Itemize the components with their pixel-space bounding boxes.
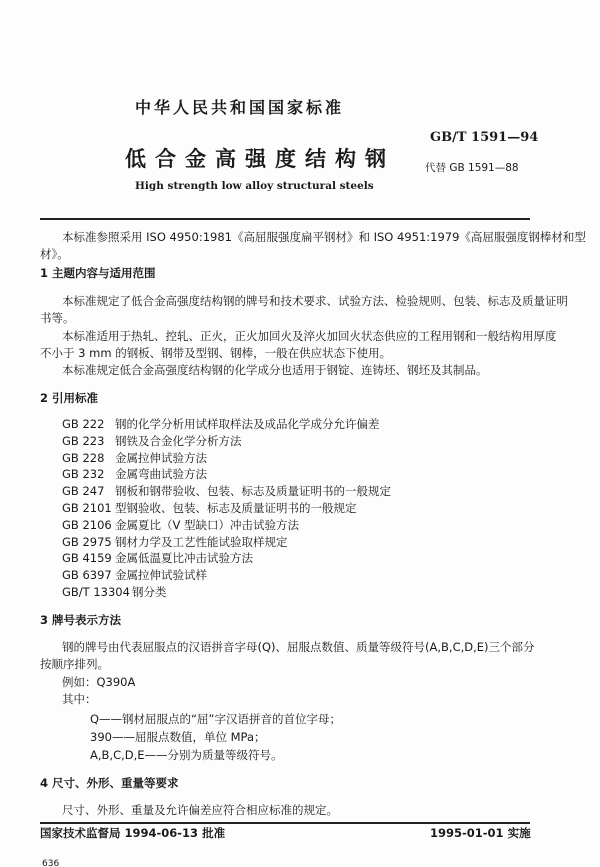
section-4-heading: 4 尺寸、外形、重量等要求 bbox=[40, 776, 179, 790]
reference-title: 型钢验收、包装、标志及质量证明书的一般规定 bbox=[115, 501, 357, 515]
reference-title: 金属弯曲试验方法 bbox=[115, 467, 207, 482]
reference-title: 金属拉伸试验方法 bbox=[115, 450, 207, 465]
footer-rule bbox=[40, 822, 530, 824]
paragraph-line: 本标准规定低合金高强度结构钢的化学成分也适用于钢锭、连铸坯、钢坯及其制品。 bbox=[62, 363, 488, 377]
issuing-org: 中华人民共和国国家标准 bbox=[135, 98, 345, 117]
reference-code: GB 6397 bbox=[62, 568, 112, 583]
paragraph-line: 按顺序排列。 bbox=[40, 657, 109, 671]
example-line: 例如：Q390A bbox=[62, 675, 136, 689]
document-title: 低合金高强度结构钢 bbox=[125, 147, 395, 171]
section-2-heading: 2 引用标准 bbox=[40, 391, 99, 405]
definition-line: 390——屈服点数值，单位 MPa； bbox=[90, 730, 266, 744]
header-rule bbox=[40, 218, 530, 220]
effective-date: 1995-01-01 实施 bbox=[430, 826, 531, 840]
reference-code: GB 228 bbox=[62, 450, 105, 465]
reference-title: 钢分类 bbox=[132, 585, 167, 599]
paragraph-line: 本标准适用于热轧、控轧、正火，正火加回火及淬火加回火状态供应的工程用钢和一般结构用厚度 bbox=[62, 329, 557, 343]
reference-title: 金属低温夏比冲击试验方法 bbox=[115, 551, 253, 566]
page-number: 636 bbox=[42, 859, 60, 867]
reference-title: 钢铁及合金化学分析方法 bbox=[115, 433, 242, 448]
reference-code: GB 4159 bbox=[62, 551, 112, 566]
reference-title: 钢的化学分析用试样取样法及成品化学成分允许偏差 bbox=[115, 417, 380, 431]
reference-code: GB 2975 bbox=[62, 534, 112, 549]
reference-code: GB 2106 bbox=[62, 517, 112, 532]
paragraph-line: 本标准规定了低合金高强度结构钢的牌号和技术要求、试验方法、检验规则、包装、标志及质量证明 bbox=[62, 294, 568, 308]
paragraph-line: 钢的牌号由代表屈服点的汉语拼音字母(Q)、屈服点数值、质量等级符号(A,B,C,D,E)三个部分 bbox=[62, 640, 535, 654]
reference-title: 钢材力学及工艺性能试验取样规定 bbox=[115, 534, 288, 549]
reference-code: GB/T 13304 bbox=[62, 585, 130, 599]
paragraph-line: 其中： bbox=[62, 692, 97, 706]
reference-code: GB 222 bbox=[62, 417, 105, 431]
reference-code: GB 232 bbox=[62, 467, 105, 482]
english-title: High strength low alloy structural steels bbox=[135, 180, 374, 192]
reference-title: 钢板和钢带验收、包装、标志及质量证明书的一般规定 bbox=[115, 484, 391, 499]
section-1-heading: 1 主题内容与适用范围 bbox=[40, 266, 156, 280]
definition-line: Q——钢材屈服点的“屈”字汉语拼音的首位字母； bbox=[90, 712, 341, 726]
replaces-code: 代替 GB 1591—88 bbox=[425, 162, 519, 174]
definition-line: A,B,C,D,E——分别为质量等级符号。 bbox=[90, 748, 283, 762]
issued-date: 国家技术监督局 1994-06-13 批准 bbox=[40, 826, 226, 840]
standard-code: GB/T 1591—94 bbox=[430, 130, 539, 145]
intro-line: 材》。 bbox=[40, 247, 69, 261]
paragraph-line: 书等。 bbox=[40, 311, 75, 325]
paragraph-line: 尺寸、外形、重量及允许偏差应符合相应标准的规定。 bbox=[62, 803, 338, 817]
reference-code: GB 247 bbox=[62, 484, 105, 499]
paragraph-line: 不小于 3 mm 的钢板、钢带及型钢、钢棒，一般在供应状态下使用。 bbox=[40, 346, 392, 360]
reference-title: 金属拉伸试验试样 bbox=[115, 568, 207, 583]
reference-code: GB 223 bbox=[62, 433, 105, 448]
reference-code: GB 2101 bbox=[62, 501, 112, 515]
reference-title: 金属夏比（V 型缺口）冲击试验方法 bbox=[115, 517, 300, 532]
section-3-heading: 3 牌号表示方法 bbox=[40, 613, 122, 627]
intro-line: 本标准参照采用 ISO 4950:1981《高屈服强度扁平钢材》和 ISO 4951:1979《高屈服强度钢棒材和型 bbox=[62, 230, 586, 244]
